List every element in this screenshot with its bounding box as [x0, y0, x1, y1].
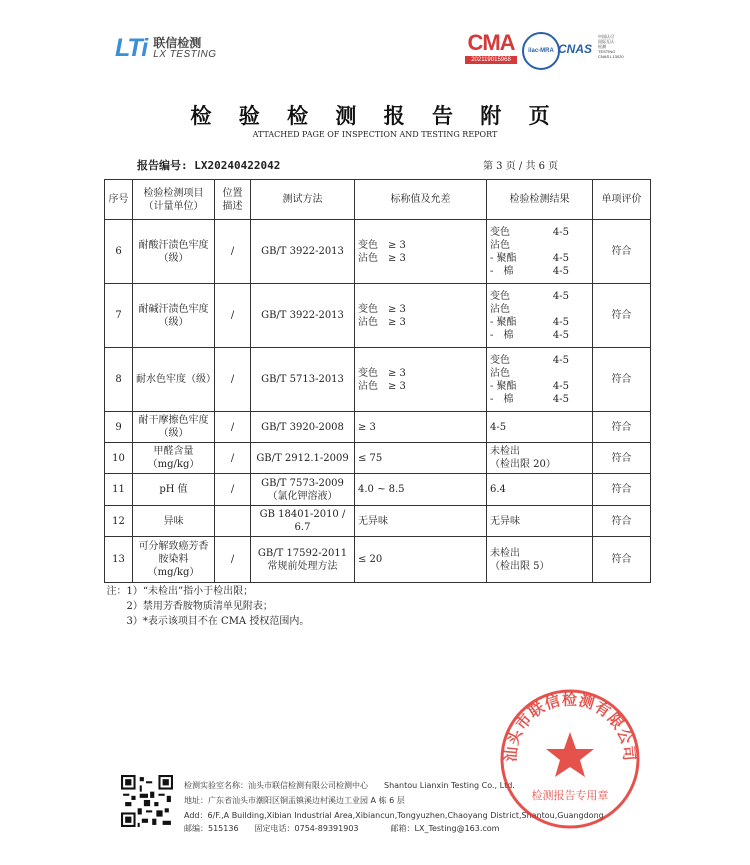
table-row	[105, 506, 651, 537]
spec-line: 沾色 ≥ 3	[358, 316, 406, 328]
cma-number: 202119015968	[465, 56, 517, 64]
table-row	[105, 348, 651, 412]
cell-no: 10	[105, 443, 133, 474]
table-header-row	[105, 180, 651, 220]
result-line: - 棉 4-5	[490, 393, 569, 405]
result-line: 变色 4-5	[490, 354, 569, 366]
footer-lab: 检测实验室名称：汕头市联信检测有限公司检测中心 Shantou Lianxin Testing Co., Ltd.	[184, 781, 515, 790]
cell-position: /	[215, 474, 251, 506]
cell-position: /	[215, 348, 251, 412]
spec-line: 沾色 ≥ 3	[358, 380, 406, 392]
cell-no: 6	[105, 220, 133, 284]
cell-spec	[355, 348, 487, 412]
logo-mark: LTi	[115, 34, 148, 62]
cell-method: GB/T 2912.1-2009	[251, 443, 355, 474]
cell-evaluation: 符合	[593, 284, 651, 348]
cell-spec	[355, 412, 487, 443]
cell-no: 9	[105, 412, 133, 443]
report-number: 报告编号: LX20240422042	[137, 159, 281, 172]
cnas-info: 中国认可 国际互认 检测 TESTING CNAS L13020	[598, 34, 624, 59]
footer-address-en: Add：6/F.,A Building,Xibian Industrial Area,Xibiancun,Tongyuzhen,Chaoyang District,Shantou,Guangdong	[184, 811, 604, 820]
table-row	[105, 474, 651, 506]
cell-position: /	[215, 537, 251, 583]
spec-line: ≤ 20	[358, 554, 383, 565]
cell-position: /	[215, 443, 251, 474]
spec-line: 变色 ≥ 3	[358, 303, 406, 315]
header-spec: 标称值及允差	[355, 180, 487, 220]
cell-result	[487, 412, 593, 443]
cell-item: pH 值	[133, 474, 215, 506]
result-line: 6.4	[490, 484, 506, 495]
cnas-badge: CNAS	[558, 42, 593, 56]
table-row	[105, 443, 651, 474]
cell-method: GB 18401-2010 / 6.7	[251, 506, 355, 537]
cell-spec	[355, 537, 487, 583]
cell-result	[487, 506, 593, 537]
cell-method: GB/T 3922-2013	[251, 284, 355, 348]
cell-spec	[355, 443, 487, 474]
spec-line: 无异味	[358, 515, 388, 527]
cell-result	[487, 537, 593, 583]
page-subtitle: ATTACHED PAGE OF INSPECTION AND TESTING REPORT	[252, 130, 498, 139]
page-info: 第 3 页 / 共 6 页	[483, 161, 559, 172]
cell-item: 甲醛含量（mg/kg）	[133, 443, 215, 474]
cell-method: GB/T 17592-2011 常规前处理方法	[251, 537, 355, 583]
cell-no: 12	[105, 506, 133, 537]
result-line: 未检出	[490, 547, 520, 559]
cell-position: /	[215, 220, 251, 284]
header-eval: 单项评价	[593, 180, 651, 220]
cell-method: GB/T 7573-2009（氯化钾溶液）	[251, 474, 355, 506]
cma-badge	[465, 30, 517, 70]
result-line: - 棉 4-5	[490, 265, 569, 277]
cell-no: 11	[105, 474, 133, 506]
cell-item: 耐酸汗渍色牢度（级）	[133, 220, 215, 284]
cell-result	[487, 220, 593, 284]
spec-line: 变色 ≥ 3	[358, 239, 406, 251]
result-line: 沾色	[490, 303, 510, 315]
cell-spec	[355, 474, 487, 506]
cell-result	[487, 348, 593, 412]
cell-evaluation: 符合	[593, 348, 651, 412]
cell-evaluation: 符合	[593, 537, 651, 583]
company-name-en: LX TESTING	[153, 48, 217, 60]
company-logo	[115, 34, 217, 63]
result-line: 变色 4-5	[490, 226, 569, 238]
result-line: 沾色	[490, 239, 510, 251]
cell-item: 耐干摩擦色牢度（级）	[133, 412, 215, 443]
result-line: 未检出	[490, 446, 520, 457]
seal-ring-text: 汕头市联信检测有限公司	[501, 690, 639, 763]
page-title: 检 验 检 测 报 告 附 页	[190, 103, 560, 128]
header-no: 序号	[105, 180, 133, 220]
qr-code	[121, 775, 173, 827]
footer-address-cn: 地址：广东省汕头市潮阳区铜盂镇溪边村溪边工业园 A 栋 6 层	[184, 796, 405, 805]
cell-result	[487, 284, 593, 348]
cell-item: 异味	[133, 506, 215, 537]
result-line: - 棉 4-5	[490, 329, 569, 341]
result-line: - 聚酯 4-5	[490, 380, 569, 392]
result-line: 无异味	[490, 515, 520, 527]
cell-evaluation: 符合	[593, 506, 651, 537]
cell-method: GB/T 5713-2013	[251, 348, 355, 412]
cell-method: GB/T 3920-2008	[251, 412, 355, 443]
cma-mark: CMA	[467, 30, 515, 55]
result-line: 沾色	[490, 367, 510, 379]
cell-position: /	[215, 412, 251, 443]
header-result: 检验检测结果	[487, 180, 593, 220]
table-row	[105, 412, 651, 443]
cell-spec	[355, 506, 487, 537]
result-line: 变色 4-5	[490, 290, 569, 302]
cell-spec	[355, 220, 487, 284]
spec-line: ≥ 3	[358, 421, 376, 433]
header-item: 检验检测项目（计量单位）	[133, 180, 215, 220]
cell-item: 耐碱汗渍色牢度（级）	[133, 284, 215, 348]
spec-line: 变色 ≥ 3	[358, 367, 406, 379]
header-pos: 位置描述	[215, 180, 251, 220]
note-1: 注：1）“未检出”指小于检出限；	[106, 586, 254, 597]
result-line: - 聚酯 4-5	[490, 316, 569, 328]
cell-item: 可分解致癌芳香胺染料（mg/kg）	[133, 537, 215, 583]
cell-result	[487, 474, 593, 506]
table-row	[105, 284, 651, 348]
result-line: - 聚酯 4-5	[490, 252, 569, 264]
spec-line: 4.0 ~ 8.5	[358, 484, 405, 495]
note-3: 3）*表示该项目不在 CMA 授权范围内。	[106, 616, 310, 627]
cell-spec	[355, 284, 487, 348]
cell-method: GB/T 3922-2013	[251, 220, 355, 284]
cell-evaluation: 符合	[593, 412, 651, 443]
cell-evaluation: 符合	[593, 443, 651, 474]
cell-no: 13	[105, 537, 133, 583]
cell-position: /	[215, 284, 251, 348]
result-line: 4-5	[490, 421, 507, 433]
cell-result	[487, 443, 593, 474]
cell-evaluation: 符合	[593, 474, 651, 506]
spec-line: ≤ 75	[358, 452, 383, 464]
table-row	[105, 537, 651, 583]
results-table	[104, 179, 651, 631]
result-line: （检出限 20）	[490, 459, 556, 470]
cell-no: 7	[105, 284, 133, 348]
cell-position	[215, 506, 251, 537]
ilac-mra-badge: ilac-MRA	[522, 32, 560, 70]
company-name-cn: 联信检测	[153, 35, 202, 50]
seal-center-text: 检测报告专用章	[531, 789, 609, 802]
cell-item: 耐水色牢度（级）	[133, 348, 215, 412]
spec-line: 沾色 ≥ 3	[358, 252, 406, 264]
cell-evaluation: 符合	[593, 220, 651, 284]
table-row	[105, 220, 651, 284]
note-2: 2）禁用芳香胺物质清单见附表；	[106, 601, 273, 612]
footer-contact: 邮编：515136 固定电话：0754-89391903 邮箱：LX_Testing@163.com	[184, 824, 500, 833]
company-seal	[498, 687, 642, 831]
result-line: （检出限 5）	[490, 560, 550, 572]
cell-no: 8	[105, 348, 133, 412]
header-method: 测试方法	[251, 180, 355, 220]
